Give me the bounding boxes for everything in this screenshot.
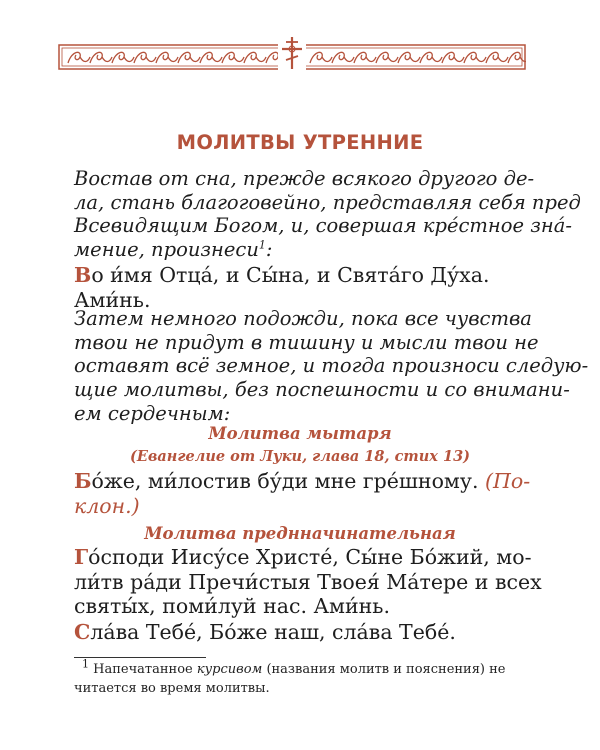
- intro-line: Всевидящим Богом, и, совершая кре́стное зна́-: [74, 214, 572, 238]
- page-title: МОЛИТВЫ УТРЕННИЕ: [176, 131, 424, 154]
- publican-prayer: [74, 469, 531, 518]
- prayer-line: ла́ва Тебе́, Бо́же наш, сла́ва Тебе́.: [90, 620, 456, 644]
- footnote-text: (названия молитв и пояснения) не: [262, 662, 506, 677]
- scripture-reference: (Евангелие от Луки, глава 18, стих 13): [129, 448, 471, 465]
- prayer-text: о́же, ми́лостив бу́ди мне гре́шному.: [91, 469, 485, 493]
- intro-line: Востав от сна, прежде всякого другого де-: [74, 167, 535, 190]
- footnote-text: читается во время молитвы.: [74, 681, 270, 696]
- ornament-scroll: [398, 52, 420, 63]
- prayer-line: о́споди Иису́се Христе́, Сы́не Бо́жий, мо-: [88, 545, 532, 569]
- ornament-scroll: [310, 52, 332, 63]
- ornament-scroll: [244, 52, 266, 63]
- footnote-text: Напечатанное: [89, 662, 197, 677]
- ornamental-header-border: [58, 36, 526, 72]
- ornament-scroll: [420, 52, 442, 63]
- bow-instruction: (По-: [484, 469, 531, 493]
- instruction-line: ем сердечным:: [74, 401, 231, 425]
- intro-line: ла, стань благоговейно, представляя себя пред: [74, 190, 581, 214]
- cross-icon: [278, 36, 306, 70]
- intro-line-end: :: [265, 238, 273, 262]
- bow-instruction: клон.): [74, 493, 140, 518]
- drop-cap: С: [74, 620, 91, 644]
- intro-line: мение, произнеси: [74, 238, 259, 262]
- prayer-in-the-name: [74, 263, 526, 312]
- heading-publican-prayer: Молитва мытаря: [208, 424, 392, 443]
- drop-cap: Б: [74, 469, 92, 493]
- ornament-scroll: [376, 52, 398, 63]
- footnote-divider: [74, 657, 206, 658]
- instruction-line: щие молитвы, без поспешности и со внимани-: [74, 378, 570, 402]
- ornament-scroll: [178, 52, 200, 63]
- ornament-scroll: [134, 52, 156, 63]
- instruction-line: Затем немного подожди, пока все чувства: [74, 307, 532, 330]
- footnote-mark: 1: [258, 238, 266, 252]
- jesus-prayer: [74, 545, 542, 619]
- footnote-italic-word: курсивом: [196, 662, 263, 677]
- ornament-scroll: [332, 52, 354, 63]
- footnote: [74, 657, 534, 698]
- ornament-scroll: [156, 52, 178, 63]
- ornament-scroll: [464, 52, 486, 63]
- ornament-scroll: [442, 52, 464, 63]
- ornament-scroll: [222, 52, 244, 63]
- instruction-line: оставят всё земное, и тогда произноси следую-: [74, 354, 589, 378]
- ornament-scroll: [90, 52, 112, 63]
- glory-prayer: [74, 620, 526, 645]
- prayer-line: Ами́нь.: [74, 287, 151, 312]
- prayer-line: святы́х, поми́луй нас. Ами́нь.: [74, 594, 390, 618]
- ornament-scroll: [112, 52, 134, 63]
- prayer-line: о и́мя Отца́, и Сы́на, и Свята́го Ду́ха.: [91, 263, 490, 287]
- ornament-scroll: [486, 52, 508, 63]
- preparation-instruction: [74, 307, 589, 426]
- ornament-scroll: [354, 52, 376, 63]
- footnote-number: 1: [82, 657, 89, 671]
- intro-instruction: [74, 167, 581, 262]
- heading-preliminary-prayer: Молитва преднначинательная: [144, 524, 456, 543]
- drop-cap: В: [74, 263, 92, 287]
- ornament-scroll: [508, 52, 526, 63]
- instruction-line: твои не придут в тишину и мысли твои не: [74, 330, 539, 354]
- drop-cap: Г: [74, 545, 89, 569]
- ornament-scroll: [68, 52, 90, 63]
- ornament-scroll: [200, 52, 222, 63]
- prayer-line: ли́тв ра́ди Пречи́стыя Твоея́ Ма́тере и всех: [74, 569, 542, 594]
